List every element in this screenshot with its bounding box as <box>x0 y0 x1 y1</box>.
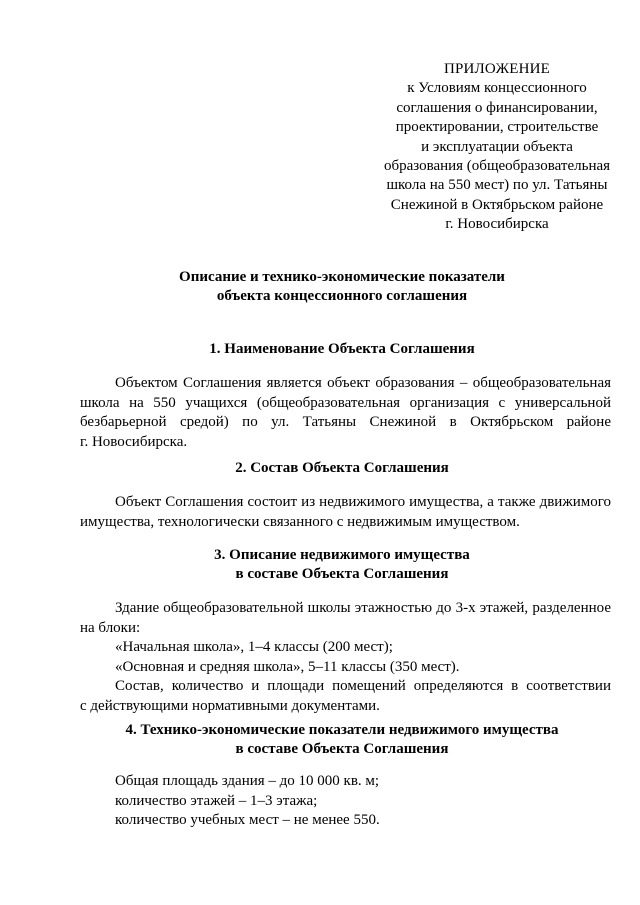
section-2-heading <box>112 459 572 478</box>
appendix-line: соглашения о финансировании, <box>396 99 598 116</box>
list-item: «Начальная школа», 1–4 классы (200 мест); <box>115 639 393 655</box>
paragraph-line: Объект Соглашения состоит из недвижимого имущества, а также движимого <box>115 494 611 510</box>
appendix-line: проектировании, строительстве <box>395 119 599 136</box>
section-3-heading <box>112 546 572 584</box>
section-heading-line: в составе Объекта Соглашения <box>235 566 449 582</box>
section-1-paragraph <box>80 374 611 452</box>
appendix-line: образования (общеобразовательная <box>383 158 611 175</box>
appendix-line: Снежиной в Октябрьском районе <box>390 196 604 213</box>
section-1-heading <box>112 340 572 359</box>
paragraph-line: безбарьерной средой) по ул. Татьяны Снежиной в Октябрьском районе <box>80 414 611 430</box>
section-heading-line: 1. Наименование Объекта Соглашения <box>209 341 475 357</box>
appendix-block <box>372 60 622 235</box>
appendix-line: к Условиям концессионного <box>407 80 587 97</box>
main-title <box>112 268 572 306</box>
list-item: количество учебных мест – не менее 550. <box>115 812 380 828</box>
paragraph-line: Состав, количество и площади помещений определяются в соответствии <box>115 678 611 694</box>
list-item: Общая площадь здания – до 10 000 кв. м; <box>115 773 380 789</box>
section-heading-line: 3. Описание недвижимого имущества <box>214 547 470 563</box>
appendix-line: и эксплуатации объекта <box>421 138 573 155</box>
appendix-title: ПРИЛОЖЕНИЕ <box>443 61 551 77</box>
section-heading-line: 4. Технико-экономические показатели недвижимого имущества <box>125 722 559 738</box>
section-4-heading <box>100 721 584 759</box>
section-heading-line: в составе Объекта Соглашения <box>235 741 449 757</box>
paragraph-line: с действующими нормативными документами. <box>80 697 380 714</box>
main-title-line: объекта концессионного соглашения <box>216 288 468 304</box>
list-item: количество этажей – 1–3 этажа; <box>115 792 318 809</box>
paragraph-line: г. Новосибирска. <box>80 433 188 450</box>
paragraph-line: Здание общеобразовательной школы этажностью до 3-х этажей, разделенное <box>115 600 611 616</box>
paragraph-line: имущества, технологически связанного с недвижимым имуществом. <box>80 513 520 530</box>
section-3-paragraph <box>80 599 611 716</box>
main-title-line: Описание и технико-экономические показатели <box>179 269 505 285</box>
paragraph-line: на блоки: <box>80 619 141 636</box>
paragraph-line: Объектом Соглашения является объект образования – общеобразовательная <box>115 375 611 391</box>
section-heading-line: 2. Состав Объекта Соглашения <box>235 460 449 476</box>
appendix-line: г. Новосибирска <box>445 216 549 233</box>
appendix-line: школа на 550 мест) по ул. Татьяны <box>386 177 608 194</box>
list-item: «Основная и средняя школа», 5–11 классы (350 мест). <box>115 658 460 675</box>
section-2-paragraph <box>80 493 611 532</box>
section-4-list <box>115 772 611 831</box>
paragraph-line: школа на 550 учащихся (общеобразовательная организация с универсальной <box>80 394 611 411</box>
